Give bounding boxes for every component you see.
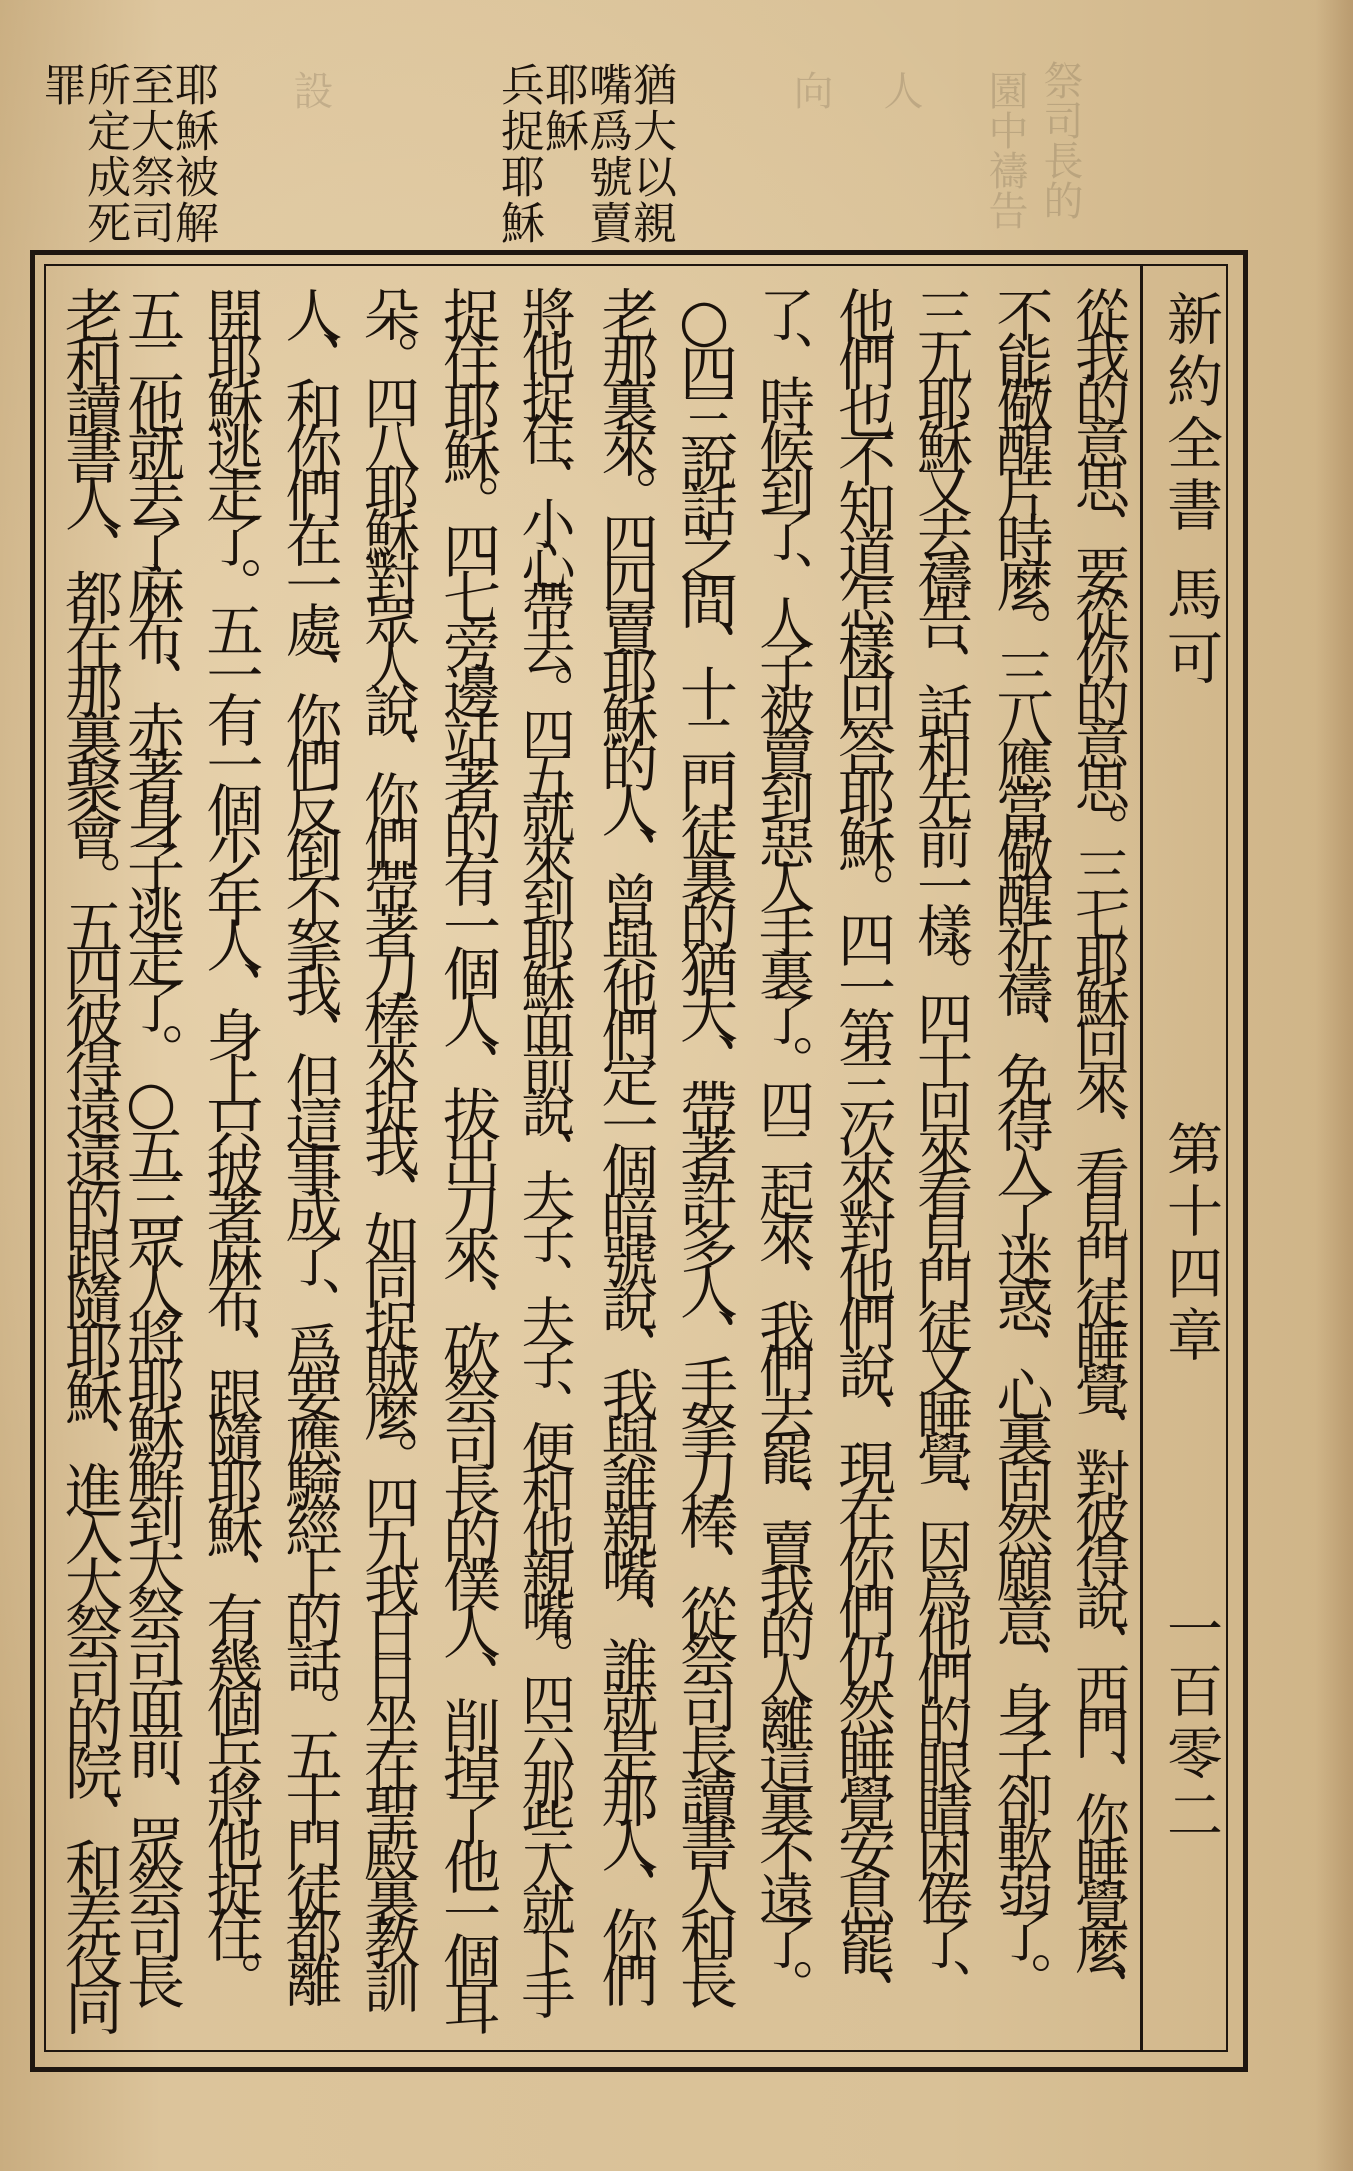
margin-note-column: 至大祭司 <box>123 62 174 246</box>
book-name: 馬可 <box>1158 565 1223 693</box>
ghost-text-column: 設 <box>287 70 333 110</box>
ghost-text-column: 祭司長的 <box>1037 60 1083 220</box>
header-divider <box>1140 264 1143 2050</box>
text-column: 三九耶穌又去禱告、話和先前一樣。四十回來看見門徒又睡覺、因爲他們的眼睛困倦了、 <box>908 286 973 2002</box>
page-number: 一百零二 <box>1158 1600 1223 1848</box>
margin-note-column: 耶穌被解 <box>167 62 218 246</box>
text-column: 朵。四八耶穌對眾人說、你們帶著刀棒來捉我、如同捉賊麼。四九我日日坐在聖殿裏教訓 <box>355 286 420 2002</box>
text-column: 他們也不知道怎樣回答耶穌。四一第三次來對他們說、現在你們仍然睡覺安息罷、 <box>828 286 896 2014</box>
text-column: 從我的意思、要從你的意思。三七耶穌回來、看見門徒睡覺、對彼得說、西門、你睡覺麼、 <box>1066 286 1130 2006</box>
text-column: ○四三說話之間、十二門徒裏的猶大、帶著許多人、手拏刀棒、從祭司長讀書人和長 <box>670 286 738 1998</box>
margin-note-column: 嘴爲號賣 <box>581 62 632 246</box>
text-column: 五二他就丟了麻布、赤著身子逃走了。○五三眾人將耶穌解到大祭司面前、眾祭司長 <box>117 286 185 1998</box>
text-column: 開耶穌逃走了。五一有一個少年人、身上只披著麻布、跟隨耶穌、有幾個兵將他捉住。 <box>197 286 263 1996</box>
text-column: 捉住耶穌。四七旁邊站著的有一個人、拔出刀來、砍祭司長的僕人、削掉了他一個耳 <box>433 286 501 2025</box>
text-column: 老那裏來。四四賣耶穌的人、曾與他們定一個暗號說、我與誰親嘴、誰就是那人、你們 <box>592 286 658 1996</box>
ghost-text-column: 向 <box>787 70 833 110</box>
text-column: 老和讀書人、都在那裏聚會。五四彼得遠遠的跟隨耶穌、進入大祭司的院、和差役同 <box>55 286 123 2025</box>
text-column: 了、時候到了、人子被賣到惡人手裏了。四二起來、我們去罷、賣我的人離這裏不遠了。 <box>750 286 815 2002</box>
margin-note-column: 所定成死 <box>79 62 130 246</box>
text-column: 不能儆醒片時麼。三八應當儆醒祈禱、免得入了迷惑、心裏固然願意、身子卻軟弱了。 <box>987 286 1053 1996</box>
margin-note-column: 兵捉耶穌 <box>493 62 544 246</box>
book-title: 新約全書 <box>1158 290 1223 538</box>
chapter-heading: 第十四章 <box>1158 1120 1223 1368</box>
ghost-text-column: 人 <box>877 70 923 110</box>
ghost-text-column: 園中禱告 <box>982 70 1028 230</box>
page-edge-shadow <box>1315 0 1353 2171</box>
text-column: 將他捉住、小心帶去。四五就來到耶穌面前說、夫子、夫子、便和他親嘴。四六那些人就下手 <box>513 286 576 2008</box>
margin-note-column: 罪 <box>35 62 86 108</box>
text-column: 人、和你們在一處、你們反倒不拏我、但這事成了、爲要應驗經上的話。五十門徒都離 <box>276 286 342 1996</box>
margin-note-column: 猶大以親 <box>625 62 676 246</box>
margin-note-column: 耶穌 <box>537 62 588 154</box>
